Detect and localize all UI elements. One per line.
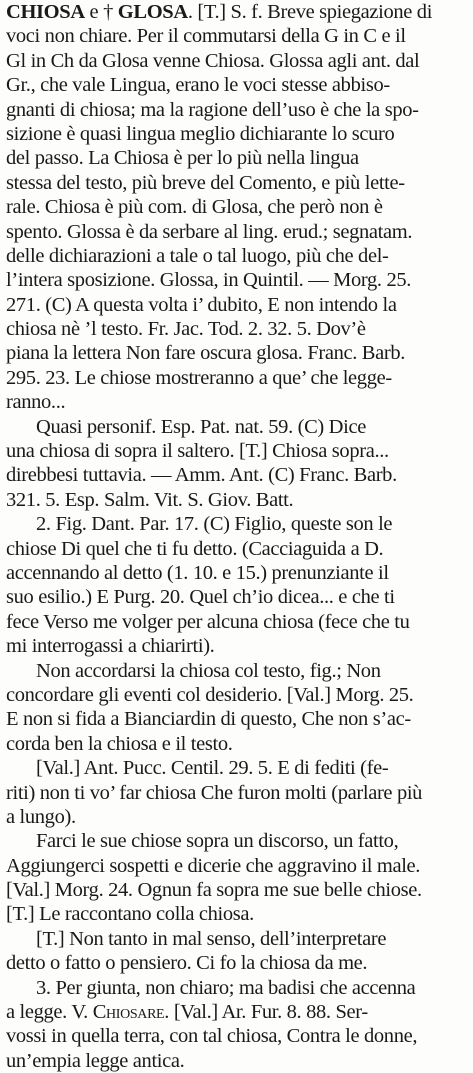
sense-3-line: un’empia legge antica. bbox=[6, 1049, 185, 1072]
entry-line: l’intera sposizione. Glossa, in Quintil. — Morg. 25. bbox=[6, 269, 412, 292]
sense-2-line: riti) non ti vo’ far chiosa Che furon molti (parlare più bbox=[6, 781, 423, 804]
sense-2-line: Farci le sue chiose sopra un discorso, un fatto, bbox=[36, 830, 399, 853]
headword-variant: GLOSA bbox=[117, 1, 188, 23]
sense-2-line: a lungo). bbox=[6, 805, 76, 828]
entry-line: stessa del testo, più breve del Comento, e più lette- bbox=[6, 171, 405, 194]
entry-line: ranno... bbox=[6, 391, 66, 414]
sense-2-line: [Val.] Morg. 24. Ognun fa sopra me sue belle chiose. bbox=[6, 879, 422, 902]
sense-2-line: [T.] Le raccontano colla chiosa. bbox=[6, 903, 254, 926]
sense-2-line: suo esilio.) E Purg. 20. Quel ch’io dicea... e che ti bbox=[6, 586, 395, 609]
entry-line: gnanti di chiosa; ma la ragione dell’uso è che la spo- bbox=[6, 98, 419, 121]
sense-3-text: . [Val.] Ar. Fur. 8. 88. Ser- bbox=[164, 1001, 368, 1024]
entry-line: Gl in Ch da Glosa venne Chiosa. Glossa agli ant. dal bbox=[6, 49, 420, 72]
entry-first-line bbox=[6, 0, 467, 24]
personification-line: una chiosa di sopra il saltero. [T.] Chiosa sopra... bbox=[6, 440, 389, 463]
entry-line: 271. (C) A questa volta i’ dubito, E non intendo la bbox=[6, 293, 397, 316]
personification-line: Quasi personif. Esp. Pat. nat. 59. (C) Dice bbox=[36, 415, 366, 438]
dagger-mark: † bbox=[103, 1, 118, 23]
sense-2-line: concordare gli eventi col desiderio. [Val.] Morg. 25. bbox=[6, 683, 414, 706]
sense-2-line: Aggiungerci sospetti e dicerie che aggravino il male. bbox=[6, 854, 421, 877]
personification-line: 321. 5. Esp. Salm. Vit. S. Giov. Batt. bbox=[6, 488, 294, 511]
sense-3-text: a legge. V. bbox=[6, 1001, 93, 1024]
entry-line: Gr., che vale Lingua, erano le voci stesse abbiso- bbox=[6, 74, 390, 97]
entry-line: spento. Glossa è da serbare al ling. erud.; segnatam. bbox=[6, 220, 413, 243]
personification-block bbox=[6, 415, 467, 513]
sense-3-line: vossi in quella terra, con tal chiosa, Contra le donne, bbox=[6, 1025, 418, 1048]
personification-line: direbbesi tuttavia. — Amm. Ant. (C) Franc. Barb. bbox=[6, 464, 397, 487]
entry-line: sizione è quasi lingua meglio dichiarante lo scuro bbox=[6, 122, 395, 145]
sense-3-line: 3. Per giunta, non chiaro; ma badisi che accenna bbox=[36, 976, 416, 999]
sense-2-block bbox=[6, 512, 467, 975]
sense-2-line: detto o fatto o pensiero. Ci fo la chiosa da me. bbox=[6, 952, 368, 975]
sense-2-line: fece Verso me volger per alcuna chiosa (fece che tu bbox=[6, 610, 410, 633]
sense-2-line: Non accordarsi la chiosa col testo, fig.; Non bbox=[36, 659, 381, 682]
entry-line: . [T.] S. f. Breve spiegazione di bbox=[187, 1, 433, 23]
sense-2-line: chiose Di quel che ti fu detto. (Cacciaguida a D. bbox=[6, 537, 384, 560]
sense-3-line bbox=[6, 1000, 467, 1024]
sense-2-line: [Val.] Ant. Pucc. Centil. 29. 5. E di fediti (fe- bbox=[36, 757, 389, 780]
sense-2-line: [T.] Non tanto in mal senso, dell’interpretare bbox=[36, 927, 387, 950]
sense-2-line: 2. Fig. Dant. Par. 17. (C) Figlio, queste son le bbox=[36, 513, 393, 536]
sense-2-line: accennando al detto (1. 10. e 15.) prenunziante il bbox=[6, 561, 389, 584]
headword-conjunction: e bbox=[84, 1, 104, 23]
entry-line: delle dichiarazioni a tale o tal luogo, più che del- bbox=[6, 244, 389, 267]
entry-line: chiosa nè ’l testo. Fr. Jac. Tod. 2. 32. 5. Dov’è bbox=[6, 318, 366, 341]
sense-2-line: E non si fida a Bianciardin di questo, Che non s’ac- bbox=[6, 708, 411, 731]
entry-line: voci non chiare. Per il commutarsi della G in C e il bbox=[6, 25, 406, 48]
entry-line: piana la lettera Non fare oscura glosa. Franc. Barb. bbox=[6, 342, 406, 365]
entry-line: rale. Chiosa è più com. di Glosa, che però non è bbox=[6, 196, 383, 219]
cross-reference-link: Chiosare bbox=[92, 1001, 165, 1024]
sense-2-line: corda ben la chiosa e il testo. bbox=[6, 732, 233, 755]
sense-2-line: mi interrogassi a chiarirti). bbox=[6, 635, 215, 658]
entry-line: 295. 23. Le chiose mostreranno a que’ che legge- bbox=[6, 366, 392, 389]
headword: CHIOSA bbox=[6, 1, 85, 23]
entry-line: del passo. La Chiosa è per lo più nella lingua bbox=[6, 147, 359, 170]
